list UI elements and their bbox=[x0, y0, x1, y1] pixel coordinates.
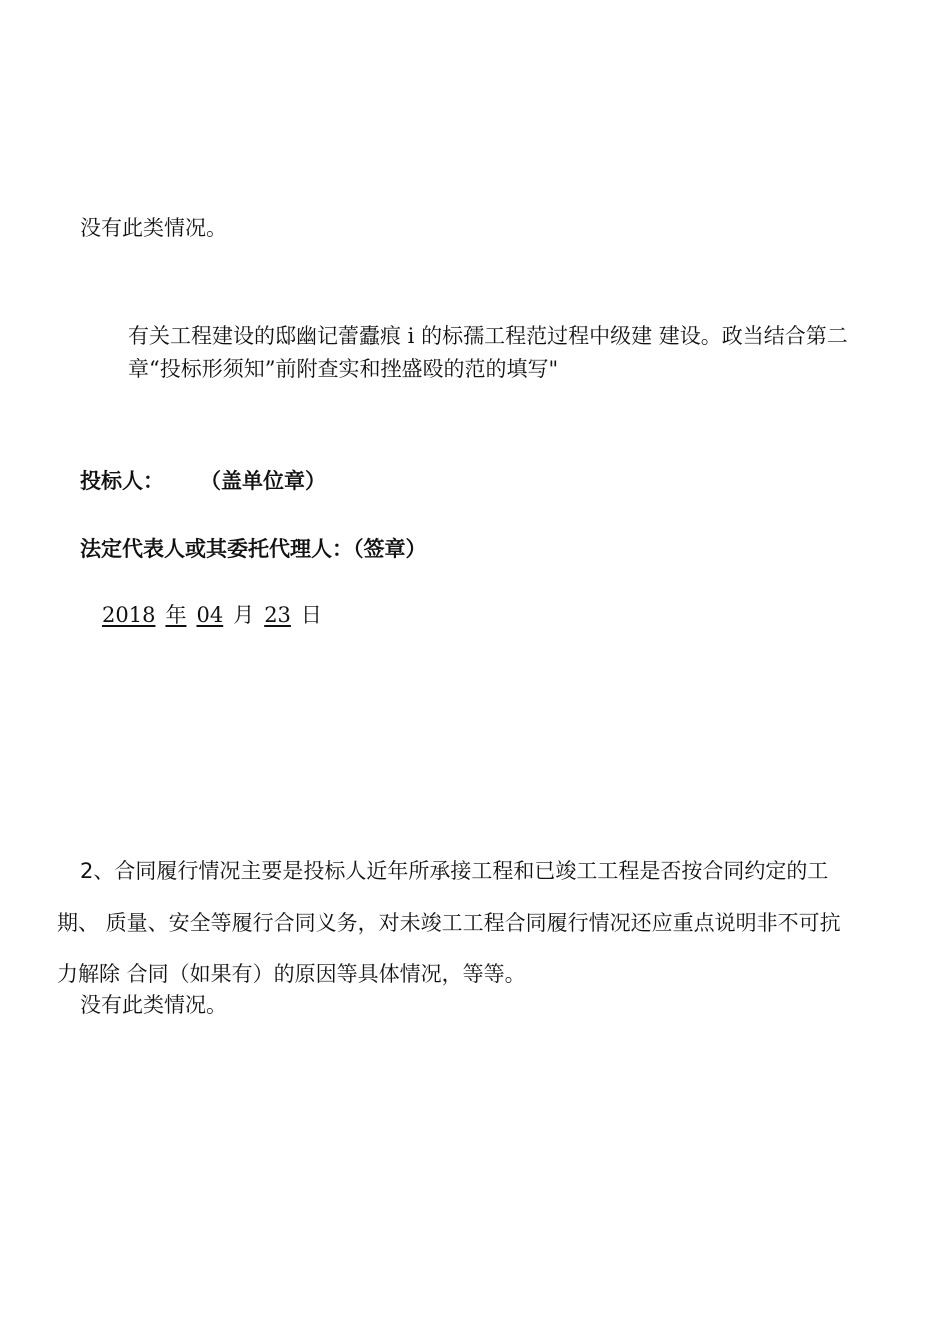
instruction-note-line-2: 章“投标形须知”前附查实和挫盛殴的范的填写" bbox=[128, 357, 559, 381]
contract-performance-paragraph-line-3: 力解除 合同（如果有）的原因等具体情况，等等。 bbox=[57, 962, 526, 986]
date-year-unit: 年 bbox=[165, 603, 187, 627]
no-case-statement: 没有此类情况。 bbox=[80, 216, 227, 240]
contract-performance-paragraph-line-2: 期、 质量、安全等履行合同义务，对未竣工工程合同履行情况还应重点说明非不可抗 bbox=[57, 911, 841, 935]
date-month: 04 bbox=[196, 603, 224, 627]
date-year: 2018 bbox=[102, 603, 156, 627]
date-day: 23 bbox=[264, 603, 291, 627]
no-case-statement-bottom: 没有此类情况。 bbox=[80, 993, 227, 1017]
bidder-label: 投标人： bbox=[80, 468, 164, 493]
legal-representative-label: 法定代表人或其委托代理人：（签章） bbox=[80, 536, 427, 561]
bidder-seal-label: （盖单位章） bbox=[200, 468, 326, 493]
paragraph-line-1-text: 、合同履行情况主要是投标人近年所承接工程和已竣工工程是否按合同约定的工 bbox=[93, 859, 829, 883]
date-day-unit: 日 bbox=[300, 603, 322, 627]
item-number: 2 bbox=[80, 859, 94, 883]
date-month-unit: 月 bbox=[233, 603, 255, 627]
instruction-note-line-1: 有关工程建设的邸幽记蕾蠹痕 i 的标孺工程范过程中级建 建设。政当结合第二 bbox=[128, 324, 848, 348]
contract-performance-paragraph-line-1 bbox=[80, 861, 828, 882]
signature-date bbox=[102, 605, 322, 626]
